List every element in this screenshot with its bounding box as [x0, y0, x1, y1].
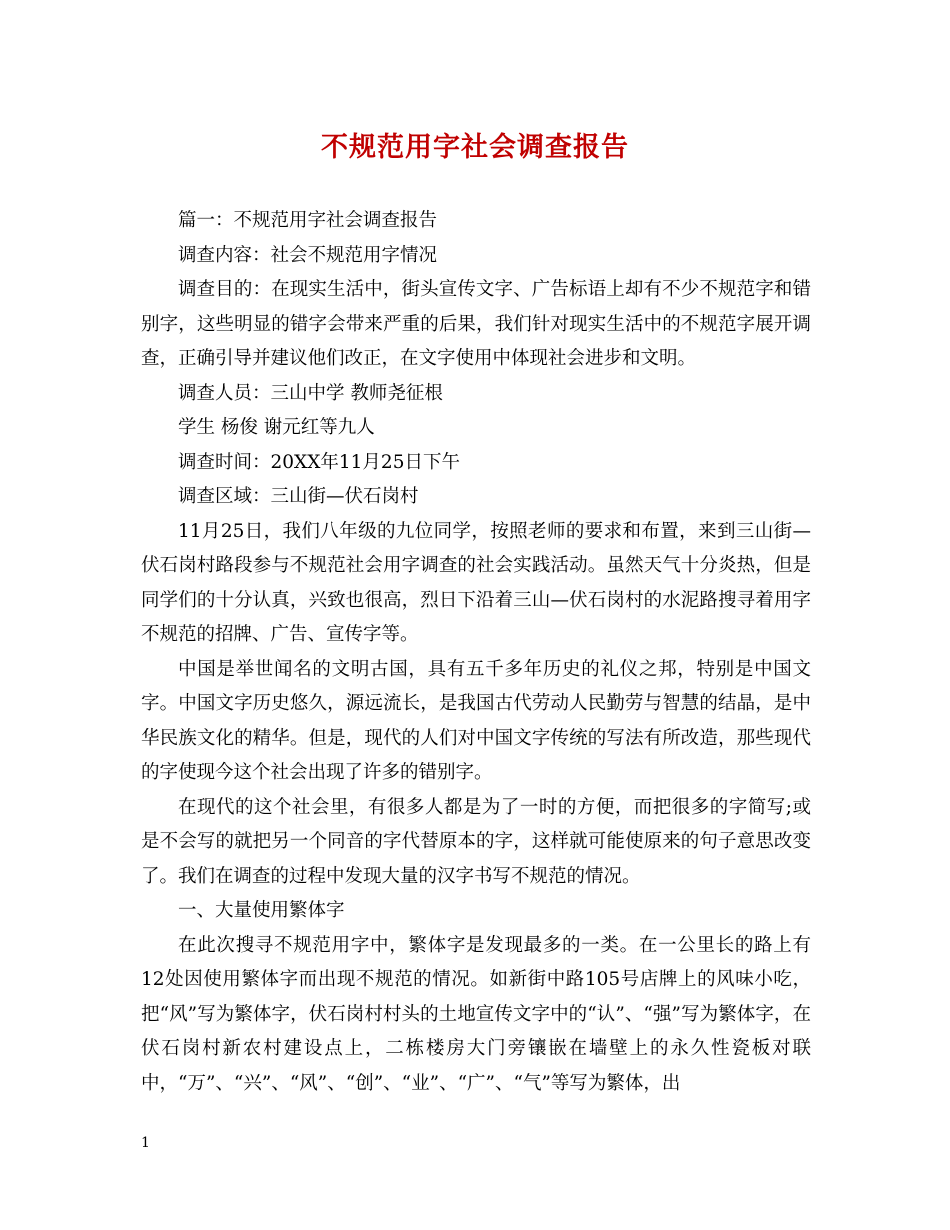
page-number: 1 [141, 1135, 150, 1151]
paragraph-students: 学生 杨俊 谢元红等九人 [178, 417, 375, 438]
paragraph-modern-society: 在现代的这个社会里，有很多人都是为了一时的方便，而把很多的字简写;或是不会写的就把另一个同音的字代替原本的字，这样就可能使原来的句子意思改变了。我们在调查的过程中发现大量的汉字书写不规范的情况。 [141, 796, 811, 887]
paragraph-activity: 11月25日，我们八年级的九位同学，按照老师的要求和布置，来到三山街—伏石岗村路段参与不规范社会用字调查的社会实践活动。虽然天气十分炎热，但是同学们的十分认真，兴致也很高，烈日下沿着三山—伏石岗村的水泥路搜寻着用字不规范的招牌、广告、宣传字等。 [141, 520, 811, 645]
paragraph-chinese-characters: 中国是举世闻名的文明古国，具有五千多年历史的礼仪之邦，特别是中国文字。中国文字历史悠久，源远流长，是我国古代劳动人民勤劳与智慧的结晶，是中华民族文化的精华。但是，现代的人们对中国文字传统的写法有所改造，那些现代的字使现今这个社会出现了许多的错别字。 [141, 658, 811, 783]
paragraph-survey-time: 调查时间：20XX年11月25日下午 [178, 451, 460, 473]
paragraph-section-heading: 篇一：不规范用字社会调查报告 [178, 210, 438, 231]
document-body [141, 204, 811, 1101]
paragraph-survey-content: 调查内容：社会不规范用字情况 [178, 244, 438, 266]
paragraph-survey-purpose: 调查目的：在现实生活中，街头宣传文字、广告标语上却有不少不规范字和错别字，这些明显的错字会带来严重的后果，我们针对现实生活中的不规范字展开调查，正确引导并建议他们改正，在文字使用中体现社会进步和文明。 [141, 279, 811, 369]
paragraph-survey-area: 调查区域：三山街—伏石岗村 [178, 486, 419, 507]
paragraph-subheading-traditional: 一、大量使用繁体字 [178, 900, 345, 921]
document-title: 不规范用字社会调查报告 [321, 132, 629, 163]
paragraph-survey-staff: 调查人员：三山中学 教师尧征根 [178, 382, 443, 404]
paragraph-traditional-findings: 在此次搜寻不规范用字中，繁体字是发现最多的一类。在一公里长的路上有12处因使用繁体字而出现不规范的情况。如新街中路105号店牌上的风味小吃，把“风”写为繁体字，伏石岗村村头的土地宣传文字中的“认”、“强”写为繁体字，在伏石岗村新农村建设点上，二栋楼房大门旁镶嵌在墙壁上的永久性瓷板对联中，“万”、“兴”、“风”、“创”、“业”、“广”、“气”等写为繁体，出 [141, 934, 811, 1094]
